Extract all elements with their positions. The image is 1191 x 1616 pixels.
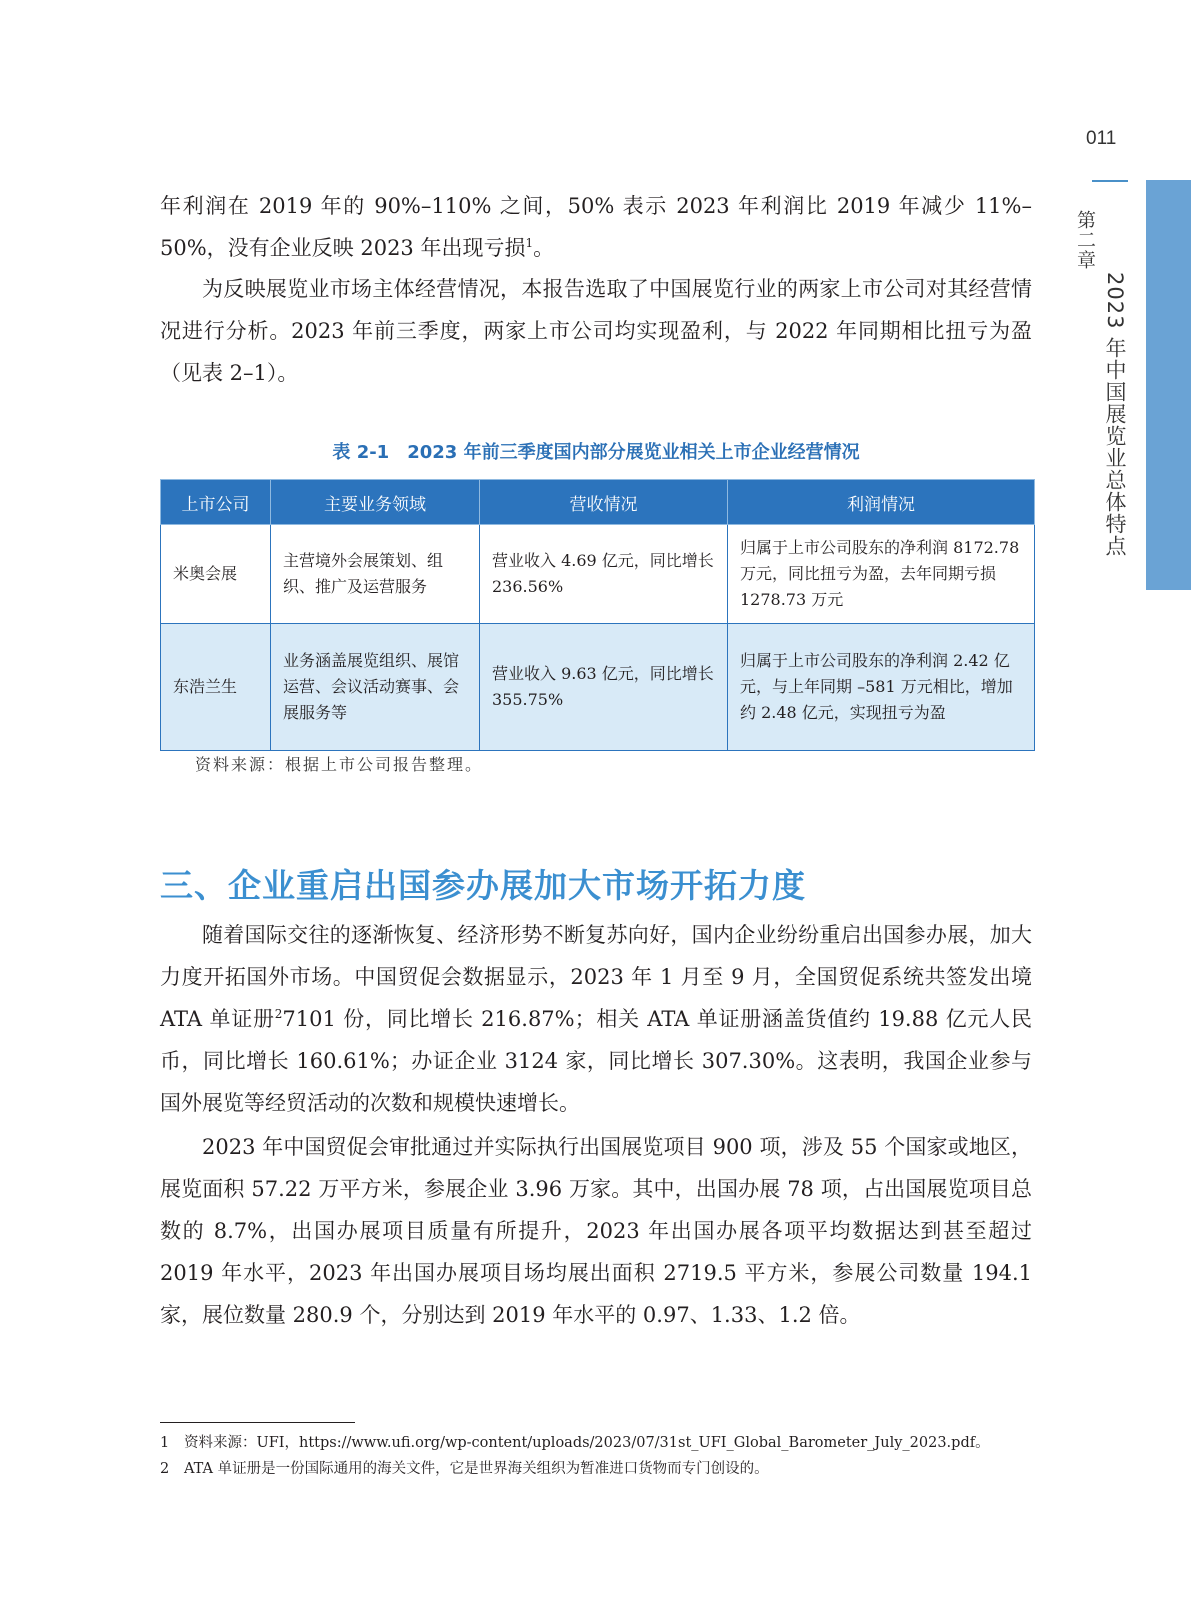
table-caption: 表 2-1 2023 年前三季度国内部分展览业相关上市企业经营情况 bbox=[332, 442, 860, 463]
footnote-2 bbox=[160, 1456, 1040, 1482]
section-heading: 三、企业重启出国参办展加大市场开拓力度 bbox=[160, 866, 806, 905]
paragraph-1-tail: 。 bbox=[533, 236, 555, 260]
cell-revenue: 营业收入 4.69 亿元，同比增长 236.56% bbox=[480, 525, 728, 624]
chapter-title: 2023 年中国展览业总体特点 bbox=[1103, 272, 1127, 558]
chapter-label: 第二章 bbox=[1074, 210, 1096, 270]
cell-company: 米奥会展 bbox=[161, 525, 271, 624]
footnote-divider bbox=[160, 1422, 355, 1423]
cell-revenue: 营业收入 9.63 亿元，同比增长 355.75% bbox=[480, 624, 728, 751]
cell-profit: 归属于上市公司股东的净利润 2.42 亿元，与上年同期 –581 万元相比，增加约 2.48 亿元，实现扭亏为盈 bbox=[728, 624, 1035, 751]
paragraph-2: 为反映展览业市场主体经营情况，本报告选取了中国展览行业的两家上市公司对其经营情况进行分析。2023 年前三季度，两家上市公司均实现盈利，与 2022 年同期相比扭亏为盈（见表 2–1）。 bbox=[160, 277, 1032, 385]
header-business: 主要业务领域 bbox=[271, 480, 480, 525]
table-row bbox=[161, 525, 1035, 624]
paragraph-3-text-a: 随着国际交往的逐渐恢复、经济形势不断复苏向好，国内企业纷纷重启出国参办展，加大力度开拓国外市场。中国贸促会数据显示，2023 年 1 月至 9 月，全国贸促系统共签发出境 ATA 单证册 bbox=[160, 923, 1032, 1031]
footnote-ref-1[interactable]: 1 bbox=[525, 236, 534, 250]
paragraph-3 bbox=[160, 914, 1032, 1124]
listed-companies-table bbox=[160, 479, 1035, 751]
footnote-1 bbox=[160, 1430, 1040, 1456]
footnote-number: 1 bbox=[160, 1435, 170, 1451]
table-row bbox=[161, 624, 1035, 751]
footnotes bbox=[160, 1430, 1040, 1482]
footnote-ref-2[interactable]: 2 bbox=[274, 1007, 283, 1021]
page-number-rule bbox=[1092, 180, 1128, 182]
cell-business: 主营境外会展策划、组织、推广及运营服务 bbox=[271, 525, 480, 624]
paragraph-4: 2023 年中国贸促会审批通过并实际执行出国展览项目 900 项，涉及 55 个国家或地区，展览面积 57.22 万平方米，参展企业 3.96 万家。其中，出国办展 78 项，占出国展览项目总数的 8.7%，出国办展项目质量有所提升，2023 年出国办展各项平均数据达到甚至超过 2019 年水平，2023 年出国办展项目场均展出面积 2719.5 平方米，参展公司数量 194.1 家，展位数量 280.9 个，分别达到 2019 年水平的 0.97、1.33、1.2 倍。 bbox=[160, 1135, 1032, 1327]
paragraph-1-text: 年利润在 2019 年的 90%–110% 之间，50% 表示 2023 年利润比 2019 年减少 11%–50%，没有企业反映 2023 年出现亏损 bbox=[160, 194, 1032, 260]
table-header-row bbox=[161, 480, 1035, 525]
table-source-note: 资料来源：根据上市公司报告整理。 bbox=[195, 755, 484, 774]
footnote-text: ATA 单证册是一份国际通用的海关文件，它是世界海关组织为暂准进口货物而专门创设的。 bbox=[184, 1461, 769, 1477]
cell-company: 东浩兰生 bbox=[161, 624, 271, 751]
header-revenue: 营收情况 bbox=[480, 480, 728, 525]
paragraph-1 bbox=[160, 185, 1032, 269]
cell-profit: 归属于上市公司股东的净利润 8172.78 万元，同比扭亏为盈，去年同期亏损 1278.73 万元 bbox=[728, 525, 1035, 624]
cell-business: 业务涵盖展览组织、展馆运营、会议活动赛事、会展服务等 bbox=[271, 624, 480, 751]
footnote-number: 2 bbox=[160, 1461, 170, 1477]
footnote-text: 资料来源：UFI，https://www.ufi.org/wp-content/uploads/2023/07/31st_UFI_Global_Barometer_July_2023.pdf。 bbox=[184, 1435, 990, 1451]
chapter-side-tab bbox=[1146, 180, 1191, 590]
header-profit: 利润情况 bbox=[728, 480, 1035, 525]
page-number: 011 bbox=[1086, 128, 1117, 149]
paragraph-3-text-b: 7101 份，同比增长 216.87%；相关 ATA 单证册涵盖货值约 19.88 亿元人民币，同比增长 160.61%；办证企业 3124 家，同比增长 307.30%。这表明，我国企业参与国外展览等经贸活动的次数和规模快速增长。 bbox=[160, 1007, 1033, 1115]
header-company: 上市公司 bbox=[161, 480, 271, 525]
